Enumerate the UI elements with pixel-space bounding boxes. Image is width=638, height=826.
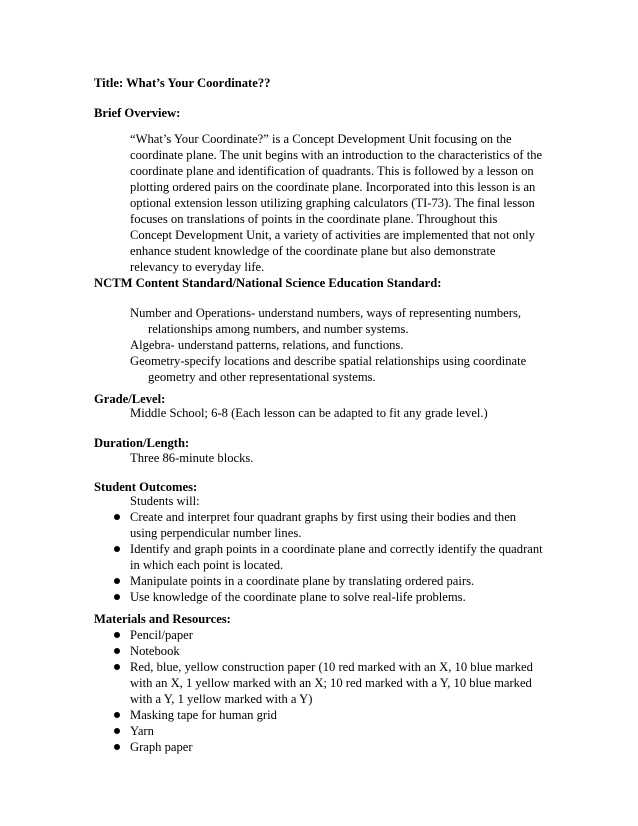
bullet-dot-icon [114, 632, 120, 638]
overview-line: Concept Development Unit, a variety of activities are implemented that not only [130, 228, 535, 242]
bullet-dot-icon [114, 578, 120, 584]
duration-text: Three 86-minute blocks. [130, 451, 254, 465]
outcomes-list [112, 509, 543, 605]
material-item [112, 707, 533, 723]
duration-heading: Duration/Length: [94, 436, 190, 450]
bullet-dot-icon [114, 712, 120, 718]
material-line: Masking tape for human grid [130, 708, 277, 722]
outcome-line: Create and interpret four quadrant graphs by first using their bodies and then [130, 510, 517, 524]
overview-line: relevancy to everyday life. [130, 260, 265, 274]
overview-line: optional extension lesson utilizing graphing calculators (TI-73). The final lesson [130, 196, 535, 210]
overview-line: focuses on translations of points in the coordinate plane. Throughout this [130, 212, 498, 226]
material-item [112, 627, 533, 643]
document-title: Title: What’s Your Coordinate?? [94, 76, 271, 90]
bullet-dot-icon [114, 514, 120, 520]
outcome-line: Use knowledge of the coordinate plane to solve real-life problems. [130, 590, 466, 604]
standard-item: Number and Operations- understand numbers, ways of representing numbers, [130, 306, 522, 320]
standard-item-continuation: relationships among numbers, and number systems. [148, 322, 409, 336]
bullet-dot-icon [114, 728, 120, 734]
outcome-item [112, 509, 543, 541]
overview-line: “What’s Your Coordinate?” is a Concept Development Unit focusing on the [130, 132, 512, 146]
material-line: Graph paper [130, 740, 193, 754]
outcomes-intro: Students will: [130, 494, 200, 508]
material-line: Red, blue, yellow construction paper (10 red marked with an X, 10 blue marked [130, 660, 533, 674]
material-line: with an X, 1 yellow marked with an X; 10 red marked with a Y, 10 blue marked [130, 676, 532, 690]
bullet-dot-icon [114, 594, 120, 600]
bullet-dot-icon [114, 744, 120, 750]
material-item [112, 739, 533, 755]
outcomes-heading: Student Outcomes: [94, 480, 198, 494]
material-line: Yarn [130, 724, 154, 738]
material-line: Notebook [130, 644, 180, 658]
material-line: Pencil/paper [130, 628, 193, 642]
standards-list [130, 305, 526, 385]
material-item [112, 659, 533, 707]
material-item [112, 723, 533, 739]
standard-item-continuation: geometry and other representational systems. [148, 370, 376, 384]
outcome-item [112, 573, 543, 589]
outcome-line: Manipulate points in a coordinate plane by translating ordered pairs. [130, 574, 475, 588]
overview-line: coordinate plane. The unit begins with an introduction to the characteristics of the [130, 148, 543, 162]
bullet-dot-icon [114, 546, 120, 552]
materials-heading: Materials and Resources: [94, 612, 231, 626]
bullet-dot-icon [114, 664, 120, 670]
standards-heading: NCTM Content Standard/National Science Education Standard: [94, 276, 442, 290]
overview-line: coordinate plane and identification of quadrants. This is followed by a lesson on [130, 164, 534, 178]
outcome-line: Identify and graph points in a coordinate plane and correctly identify the quadrant [130, 542, 543, 556]
standard-item: Geometry-specify locations and describe spatial relationships using coordinate [130, 354, 527, 368]
grade-heading: Grade/Level: [94, 392, 166, 406]
overview-heading: Brief Overview: [94, 106, 181, 120]
overview-line: enhance student knowledge of the coordinate plane but also demonstrate [130, 244, 496, 258]
bullet-dot-icon [114, 648, 120, 654]
overview-line: plotting ordered pairs on the coordinate plane. Incorporated into this lesson is an [130, 180, 536, 194]
outcome-line: in which each point is located. [130, 558, 284, 572]
outcome-line: using perpendicular number lines. [130, 526, 302, 540]
overview-paragraph [130, 131, 542, 275]
material-line: with a Y, 1 yellow marked with a Y) [130, 692, 313, 706]
materials-list [112, 627, 533, 755]
grade-text: Middle School; 6-8 (Each lesson can be adapted to fit any grade level.) [130, 406, 488, 420]
outcome-item [112, 541, 543, 573]
outcome-item [112, 589, 543, 605]
standard-item: Algebra- understand patterns, relations, and functions. [130, 338, 404, 352]
material-item [112, 643, 533, 659]
